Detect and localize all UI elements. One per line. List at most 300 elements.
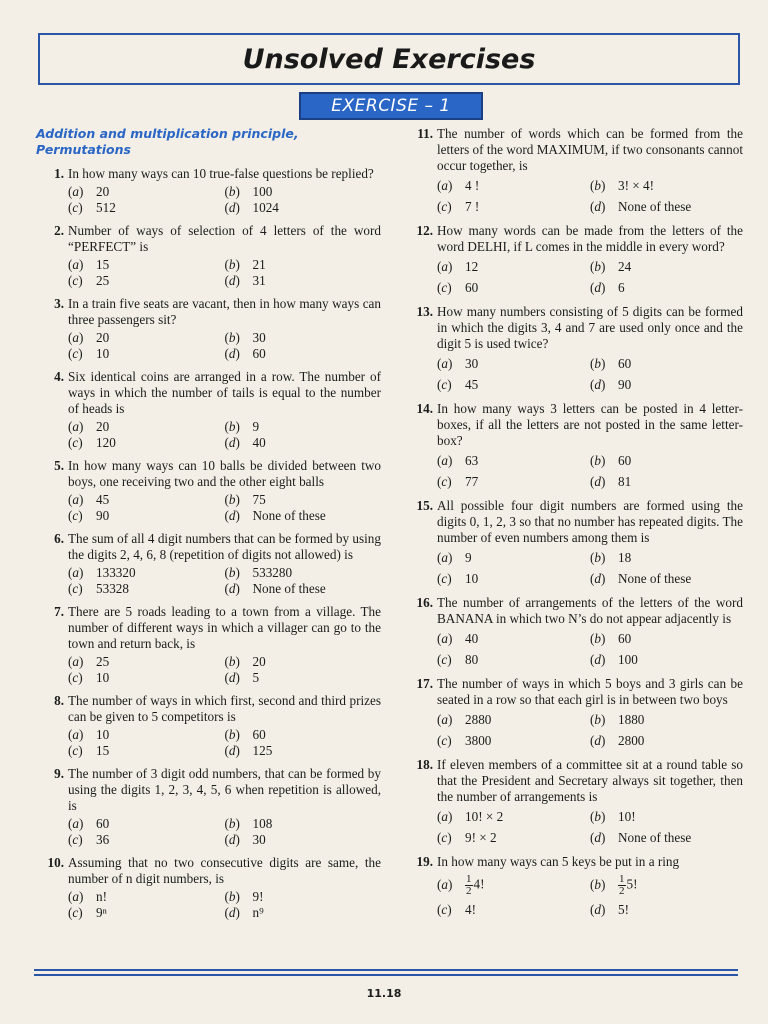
option <box>590 874 743 897</box>
question-line <box>36 855 381 887</box>
option-label: (c) <box>437 474 452 489</box>
option-letter: b <box>228 654 236 669</box>
option-letter: a <box>72 492 79 507</box>
option <box>225 832 382 848</box>
option-letter: c <box>72 905 79 920</box>
option <box>437 356 590 372</box>
option-value: 60 <box>465 280 479 295</box>
option <box>68 330 225 346</box>
option-letter: c <box>441 474 448 489</box>
question-number: 14. <box>416 401 433 416</box>
option-value: 75 <box>252 492 266 507</box>
option-letter: b <box>594 809 601 824</box>
option <box>68 581 225 597</box>
option <box>225 257 382 273</box>
option-label: (b) <box>224 492 240 507</box>
option-letter: c <box>441 377 448 392</box>
option-label: (a) <box>437 453 453 468</box>
option-value: None of these <box>618 830 692 845</box>
question-item <box>405 498 743 587</box>
options-grid <box>36 889 381 921</box>
option-letter: d <box>228 832 236 847</box>
footer-rule <box>34 969 738 979</box>
option-value: 60 <box>252 727 266 742</box>
question-line <box>36 604 381 652</box>
option-value: 120 <box>96 435 116 450</box>
question-number: 16. <box>416 595 433 610</box>
option-value: 30 <box>252 832 266 847</box>
question-number: 13. <box>416 304 433 319</box>
option <box>68 200 225 216</box>
option-value: 77 <box>465 474 479 489</box>
option-letter: d <box>228 200 236 215</box>
option <box>225 670 382 686</box>
option-letter: c <box>72 670 79 685</box>
question-line <box>405 223 743 255</box>
option-label: (c) <box>437 830 452 845</box>
option <box>437 631 590 647</box>
question-text: In how many ways can 5 keys be put in a ring <box>437 854 680 869</box>
option-label: (b) <box>590 631 606 646</box>
options-grid <box>405 178 743 215</box>
question-item <box>36 693 381 759</box>
option-value: 4 ! <box>465 178 480 193</box>
option <box>68 257 225 273</box>
option <box>590 809 743 825</box>
question-text: Assuming that no two consecutive digits are same, the number of n digit numbers, is <box>68 855 381 886</box>
option <box>225 508 382 524</box>
option-value: 40 <box>465 631 479 646</box>
option <box>68 889 225 905</box>
option <box>225 654 382 670</box>
option <box>68 905 225 921</box>
option <box>437 809 590 825</box>
option-label: (c) <box>68 670 83 685</box>
option-label: (b) <box>224 419 240 434</box>
option-label: (d) <box>590 830 606 845</box>
option-label: (a) <box>68 419 84 434</box>
question-item <box>405 126 743 215</box>
question-item <box>36 531 381 597</box>
option-letter: b <box>228 419 236 434</box>
option-letter: d <box>594 902 601 917</box>
option-value: 20 <box>96 330 110 345</box>
option-letter: b <box>594 876 601 892</box>
option-label: (b) <box>224 727 240 742</box>
question-number: 9. <box>54 766 64 781</box>
question-line <box>405 757 743 805</box>
question-number: 2. <box>54 223 64 238</box>
option <box>225 346 382 362</box>
question-line <box>36 458 381 490</box>
option-value: None of these <box>618 199 692 214</box>
option <box>225 330 382 346</box>
option-letter: a <box>72 727 79 742</box>
question-item <box>405 401 743 490</box>
option-value: 100 <box>618 652 638 667</box>
title-box <box>38 33 740 85</box>
option-letter: b <box>228 257 236 272</box>
option-letter: d <box>228 743 236 758</box>
option <box>590 199 743 215</box>
option-letter: a <box>441 259 448 274</box>
question-text: All possible four digit numbers are formed using the digits 0, 1, 2, 3 so that no number has repeated digits. The number of even numbers among them is <box>437 498 743 545</box>
option-value: 108 <box>252 816 273 831</box>
option-letter: b <box>228 816 236 831</box>
question-text: There are 5 roads leading to a town from a village. The number of different ways in which a villager can go to the town and return back, is <box>68 604 381 651</box>
option-value: 40 <box>252 435 266 450</box>
option-label: (d) <box>590 571 606 586</box>
fraction-numerator: 1 <box>619 873 625 885</box>
option <box>437 874 590 897</box>
option-letter: a <box>72 184 79 199</box>
question-item <box>36 166 381 216</box>
option-value: None of these <box>252 581 326 596</box>
option-label: (c) <box>68 435 83 450</box>
option-label: (b) <box>224 654 240 669</box>
option-letter: b <box>228 889 236 904</box>
option-letter: c <box>72 346 79 361</box>
options-grid <box>36 565 381 597</box>
question-text: The number of ways in which 5 boys and 3 girls can be seated in a row so that each girl is in between two boys <box>437 676 743 707</box>
option-letter: a <box>72 419 79 434</box>
option-letter: c <box>72 581 79 596</box>
option-label: (d) <box>224 905 240 920</box>
option <box>68 816 225 832</box>
option-label: (c) <box>437 733 452 748</box>
option-label: (a) <box>437 631 453 646</box>
option <box>68 727 225 743</box>
options-grid <box>405 259 743 296</box>
page-title: Unsolved Exercises <box>242 44 536 75</box>
option-value: 9 <box>252 419 260 434</box>
option-value: 1024 <box>252 200 279 215</box>
option <box>590 571 743 587</box>
option <box>68 565 225 581</box>
option-letter: c <box>441 902 448 917</box>
option-letter: a <box>72 257 79 272</box>
option-letter: d <box>228 508 236 523</box>
fraction-numerator: 1 <box>466 873 472 885</box>
option-value: 53328 <box>96 581 129 596</box>
option-letter: c <box>441 280 448 295</box>
option-value: 12 <box>465 259 479 274</box>
question-line <box>36 369 381 417</box>
option <box>68 435 225 451</box>
question-line <box>405 854 743 870</box>
option <box>437 453 590 469</box>
option <box>225 419 382 435</box>
question-item <box>405 854 743 918</box>
option-value: 20 <box>96 419 110 434</box>
question-number: 17. <box>416 676 433 691</box>
question-item <box>36 223 381 289</box>
option-label: (d) <box>590 733 606 748</box>
option-letter: b <box>228 330 236 345</box>
option-letter: a <box>72 816 79 831</box>
option <box>590 712 743 728</box>
option-letter: c <box>72 508 79 523</box>
option <box>590 830 743 846</box>
option-value: 2880 <box>465 712 492 727</box>
option-letter: d <box>594 830 601 845</box>
option <box>437 830 590 846</box>
option-label: (a) <box>437 356 453 371</box>
option-label: (b) <box>224 184 240 199</box>
option-value: 60 <box>252 346 266 361</box>
option-label: (c) <box>437 280 452 295</box>
option-value: 90 <box>618 377 632 392</box>
option-label: (c) <box>68 581 83 596</box>
question-line <box>36 531 381 563</box>
option-label: (b) <box>590 550 606 565</box>
options-grid <box>36 727 381 759</box>
option-value: 9ⁿ <box>96 905 107 920</box>
option-letter: d <box>594 571 601 586</box>
option <box>225 816 382 832</box>
option-value: 10 <box>96 670 110 685</box>
option-label: (c) <box>437 902 452 917</box>
option-value: 10 <box>465 571 479 586</box>
option-label: (a) <box>68 816 84 831</box>
question-line <box>405 498 743 546</box>
question-text: How many words can be made from the letters of the word DELHI, if L comes in the middle in every word? <box>437 223 743 254</box>
question-text: How many numbers consisting of 5 digits can be formed in which the digits 3, 4 and 7 are used only once and the digit 5 is used twice? <box>437 304 743 351</box>
option <box>68 670 225 686</box>
question-line <box>36 693 381 725</box>
option-letter: d <box>228 905 236 920</box>
option-value: 5 <box>252 670 260 685</box>
option <box>590 733 743 749</box>
question-line <box>405 676 743 708</box>
option-label: (d) <box>224 346 240 361</box>
option <box>68 654 225 670</box>
option-value: 10 <box>96 727 110 742</box>
option-label: (c) <box>437 571 452 586</box>
option <box>68 832 225 848</box>
option-value: 512 <box>96 200 116 215</box>
option <box>68 273 225 289</box>
question-text: The number of 3 digit odd numbers, that can be formed by using the digits 1, 2, 3, 4, 5, 6 when repetition is allowed, is <box>68 766 381 813</box>
option-letter: b <box>228 565 236 580</box>
options-grid <box>36 330 381 362</box>
option-value: 9! × 2 <box>465 830 497 845</box>
option-label: (c) <box>68 743 83 758</box>
option-value: 60 <box>618 356 632 371</box>
section-title: Addition and multiplication principle, Permutations <box>36 126 299 157</box>
option-letter: a <box>441 550 448 565</box>
option-letter: c <box>441 652 448 667</box>
option-value: n! <box>96 889 107 904</box>
option-value: 30 <box>252 330 266 345</box>
option <box>68 346 225 362</box>
option-label: (d) <box>590 652 606 667</box>
option <box>437 571 590 587</box>
option-label: (a) <box>437 809 453 824</box>
option-label: (d) <box>224 581 240 596</box>
option-letter: a <box>441 631 448 646</box>
option-letter: a <box>72 565 79 580</box>
option <box>437 377 590 393</box>
option-letter: d <box>228 581 236 596</box>
option-label: (d) <box>224 200 240 215</box>
option-value: 4! <box>465 902 476 917</box>
option-letter: b <box>228 492 236 507</box>
question-number: 18. <box>416 757 433 772</box>
option-value: 60 <box>96 816 110 831</box>
option-letter: c <box>441 733 448 748</box>
question-text: In a train five seats are vacant, then in how many ways can three passengers sit? <box>68 296 381 327</box>
question-number: 10. <box>47 855 64 870</box>
options-grid <box>405 809 743 846</box>
option-value: 36 <box>96 832 110 847</box>
question-text: The number of arrangements of the letters of the word BANANA in which two N’s do not appear adjacently is <box>437 595 743 626</box>
option <box>68 508 225 524</box>
option-label: (d) <box>224 743 240 758</box>
option <box>68 184 225 200</box>
option-value: 5! <box>618 902 629 917</box>
options-grid <box>36 816 381 848</box>
option <box>225 743 382 759</box>
option-value: 9 <box>465 550 472 565</box>
option-label: (c) <box>437 199 452 214</box>
question-text: The number of ways in which first, second and third prizes can be given to 5 competitors is <box>68 693 381 724</box>
question-text: In how many ways can 10 balls be divided between two boys, one receiving two and the other eight balls <box>68 458 381 489</box>
option-value: 25 <box>96 273 110 288</box>
option-value: 3800 <box>465 733 492 748</box>
option-label: (c) <box>437 377 452 392</box>
option-value: 63 <box>465 453 479 468</box>
option-value: 100 <box>252 184 273 199</box>
option-value: None of these <box>618 571 692 586</box>
option-label: (c) <box>68 832 83 847</box>
option-value: 10! <box>618 809 636 824</box>
question-item <box>405 304 743 393</box>
option <box>225 565 382 581</box>
option-letter: a <box>441 809 448 824</box>
option <box>225 435 382 451</box>
option-letter: c <box>72 435 79 450</box>
left-question-list <box>36 166 381 921</box>
option <box>225 492 382 508</box>
option-letter: d <box>594 377 601 392</box>
option <box>437 280 590 296</box>
option-letter: d <box>594 733 601 748</box>
question-line <box>405 401 743 449</box>
question-text: In how many ways can 10 true-false questions be replied? <box>68 166 374 181</box>
option-letter: c <box>72 743 79 758</box>
question-line <box>405 304 743 352</box>
left-column <box>36 126 381 928</box>
option-value: 45 <box>465 377 479 392</box>
option-label: (a) <box>68 492 84 507</box>
option <box>437 474 590 490</box>
option-letter: a <box>72 889 79 904</box>
option <box>437 259 590 275</box>
option-value: 15 <box>96 257 110 272</box>
question-line <box>405 126 743 174</box>
option-letter: d <box>228 670 236 685</box>
question-text: The sum of all 4 digit numbers that can be formed by using the digits 2, 4, 6, 8 (repetition of digits not allowed) is <box>68 531 381 562</box>
question-item <box>36 458 381 524</box>
question-number: 11. <box>417 126 433 141</box>
right-question-list <box>405 126 743 918</box>
options-grid <box>36 492 381 524</box>
option-value: 80 <box>465 652 479 667</box>
option-label: (d) <box>224 273 240 288</box>
option-value: 133320 <box>96 565 136 580</box>
page-number: 11.18 <box>366 987 402 1000</box>
option <box>225 905 382 921</box>
option-label: (a) <box>437 178 453 193</box>
option-label: (b) <box>590 712 606 727</box>
option-label: (b) <box>590 356 606 371</box>
question-item <box>405 595 743 668</box>
option <box>590 902 743 918</box>
option-label: (b) <box>224 257 240 272</box>
option-label: (a) <box>437 259 453 274</box>
question-item <box>36 604 381 686</box>
option-letter: b <box>594 356 601 371</box>
option-label: (d) <box>224 435 240 450</box>
option-letter: d <box>594 280 601 295</box>
option <box>225 273 382 289</box>
option-label: (b) <box>590 259 606 274</box>
option <box>590 377 743 393</box>
question-number: 19. <box>416 854 433 869</box>
option-letter: a <box>72 654 79 669</box>
exercise-badge: EXERCISE – 1 <box>299 92 483 120</box>
option-letter: b <box>594 453 601 468</box>
option-label: (b) <box>224 889 240 904</box>
option <box>437 902 590 918</box>
option-value: 60 <box>618 453 632 468</box>
option-value: 45 <box>96 492 110 507</box>
option-value: 21 <box>252 257 266 272</box>
option-value: 24 <box>618 259 632 274</box>
option-label: (a) <box>437 550 453 565</box>
option-value: 2800 <box>618 733 645 748</box>
option-letter: b <box>594 631 601 646</box>
option-label: (a) <box>68 565 84 580</box>
option <box>590 356 743 372</box>
option-label: (a) <box>68 654 84 669</box>
option <box>590 631 743 647</box>
question-line <box>36 166 381 182</box>
option-letter: c <box>72 200 79 215</box>
option-letter: b <box>228 727 236 742</box>
option <box>590 453 743 469</box>
question-line <box>36 766 381 814</box>
option-label: (b) <box>224 330 240 345</box>
option-letter: d <box>228 346 236 361</box>
option-letter: c <box>441 830 448 845</box>
option-value: 10! × 2 <box>465 809 504 824</box>
option-letter: d <box>594 652 601 667</box>
option-value: 31 <box>252 273 266 288</box>
option-letter: d <box>594 199 601 214</box>
option-label: (b) <box>224 565 240 580</box>
question-item <box>36 296 381 362</box>
option-label: (c) <box>68 346 83 361</box>
option <box>68 419 225 435</box>
option-value: 6 <box>618 280 625 295</box>
fraction <box>465 874 473 897</box>
option <box>68 743 225 759</box>
option-value: 7 ! <box>465 199 480 214</box>
option-value: 10 <box>96 346 110 361</box>
question-item <box>405 757 743 846</box>
